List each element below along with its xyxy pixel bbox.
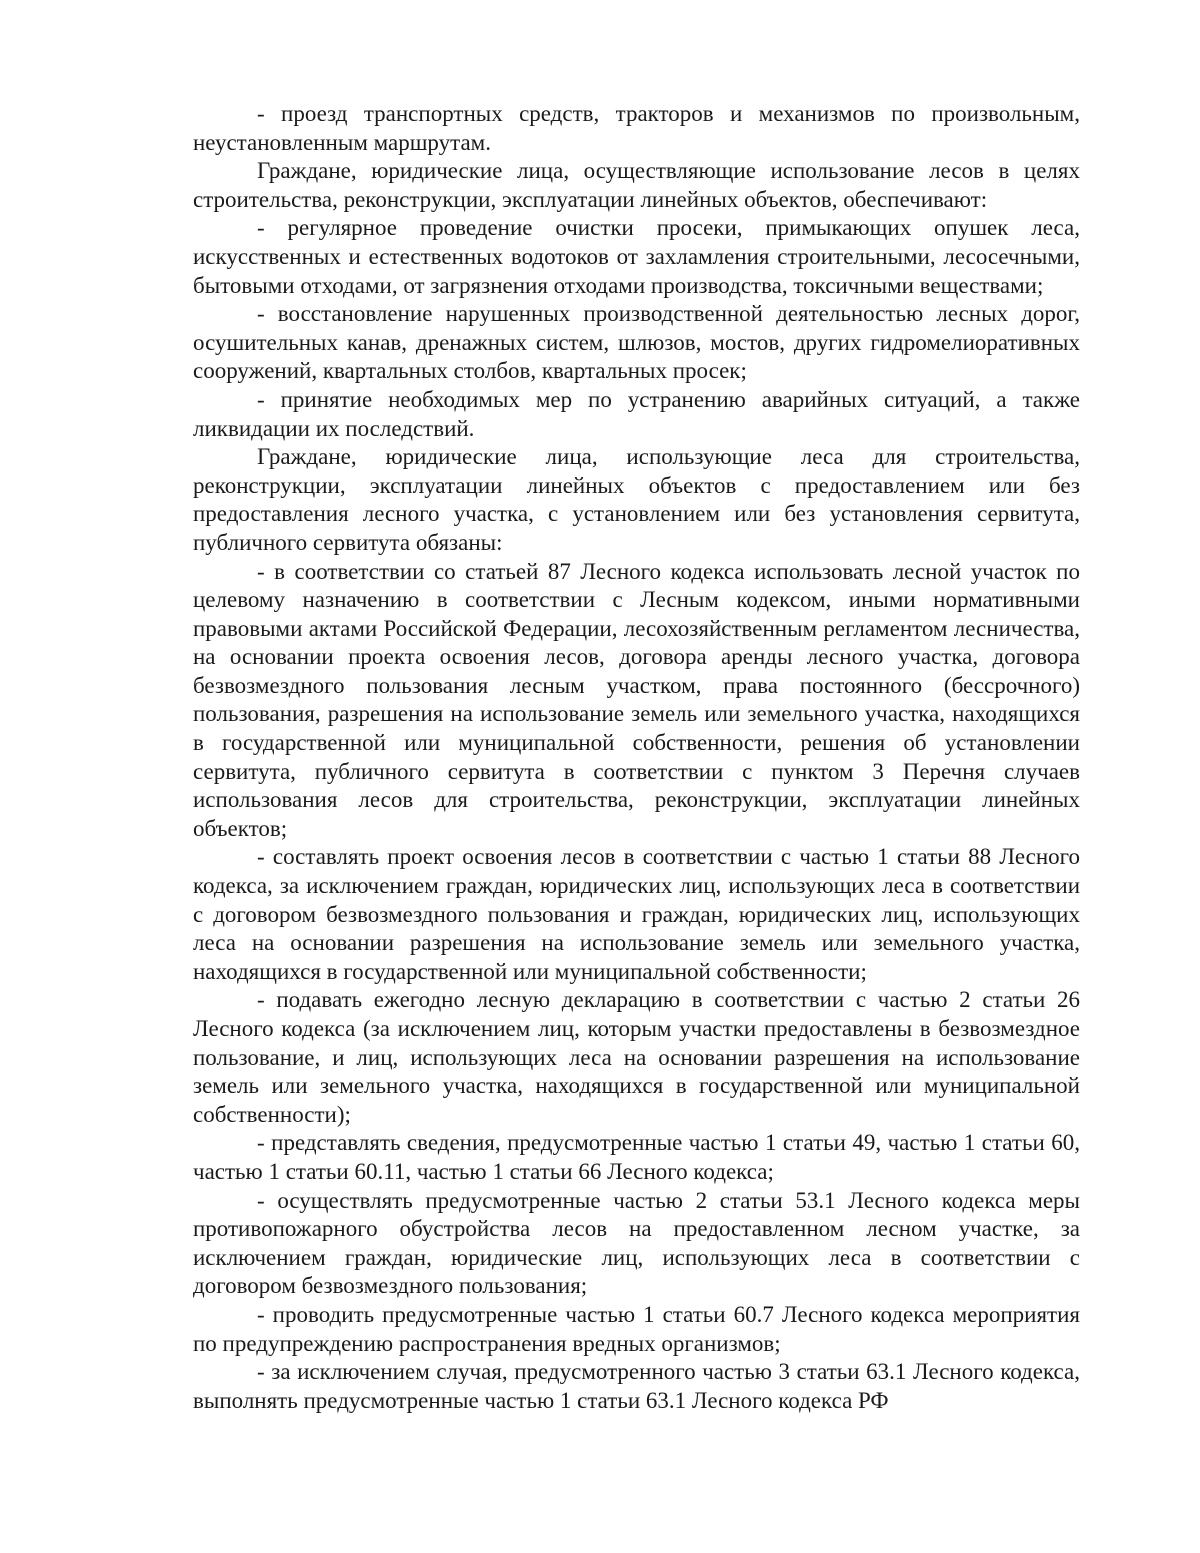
- paragraph-10: - представлять сведения, предусмотренные частью 1 статьи 49, частью 1 статьи 60, частью 1 статьи 60.11, частью 1 статьи 66 Лесного кодекса;: [193, 1130, 1080, 1184]
- paragraph-3: - регулярное проведение очистки просеки, примыкающих опушек леса, искусственных и естественных водотоков от захламления строительными, лесосечными, бытовыми отходами, от загрязнения отходами производства, токсичными веществами;: [193, 215, 1080, 298]
- paragraph-4: - восстановление нарушенных производственной деятельностью лесных дорог, осушительных канав, дренажных систем, шлюзов, мостов, других гидромелиоративных сооружений, квартальных столбов, квартальных просек;: [193, 301, 1080, 384]
- paragraph-11: - осуществлять предусмотренные частью 2 статьи 53.1 Лесного кодекса меры противопожарного обустройства лесов на предоставленном лесном участке, за исключением граждан, юридические лиц, использующих леса в соответствии с договором безвозмездного пользования;: [193, 1187, 1080, 1299]
- paragraph-8: - составлять проект освоения лесов в соответствии с частью 1 статьи 88 Лесного кодекса, за исключением граждан, юридических лиц, использующих леса в соответствии с договором безвозмездного пользования и граждан, юридических лиц, использующих леса на основании разрешения на использование земель или земельного участка, находящихся в государственной или муниципальной собственности;: [193, 844, 1080, 984]
- document-page: [193, 100, 1080, 1415]
- paragraph-5: - принятие необходимых мер по устранению аварийных ситуаций, а также ликвидации их последствий.: [193, 386, 1080, 441]
- paragraph-13: - за исключением случая, предусмотренного частью 3 статьи 63.1 Лесного кодекса, выполнять предусмотренные частью 1 статьи 63.1 Лесного кодекса РФ: [193, 1359, 1080, 1413]
- paragraph-12: - проводить предусмотренные частью 1 статьи 60.7 Лесного кодекса мероприятия по предупреждению распространения вредных организмов;: [193, 1301, 1080, 1356]
- paragraph-7: - в соответствии со статьей 87 Лесного кодекса использовать лесной участок по целевому назначению в соответствии с Лесным кодексом, иными нормативными правовыми актами Российской Федерации, лесохозяйственным регламентом лесничества, на основании проекта освоения лесов, договора аренды лесного участка, договора безвозмездного пользования лесным участком, права постоянного (бессрочного) пользования, разрешения на использование земель или земельного участка, находящихся в государственной или муниципальной собственности, решения об установлении сервитута, публичного сервитута в соответствии с пунктом 3 Перечня случаев использования лесов для строительства, реконструкции, эксплуатации линейных объектов;: [193, 558, 1080, 841]
- paragraph-9: - подавать ежегодно лесную декларацию в соответствии с частью 2 статьи 26 Лесного кодекса (за исключением лиц, которым участки предоставлены в безвозмездное пользование, и лиц, использующих леса на основании разрешения на использование земель или земельного участка, находящихся в государственной или муниципальной собственности);: [193, 987, 1080, 1127]
- paragraph-6: Граждане, юридические лица, использующие леса для строительства, реконструкции, эксплуатации линейных объектов с предоставлением или без предоставления лесного участка, с установлением или без установления сервитута, публичного сервитута обязаны:: [193, 444, 1080, 555]
- paragraph-1: - проезд транспортных средств, тракторов и механизмов по произвольным, неустановленным маршрутам.: [193, 101, 1080, 155]
- paragraph-2: Граждане, юридические лица, осуществляющие использование лесов в целях строительства, реконструкции, эксплуатации линейных объектов, обеспечивают:: [193, 158, 1080, 212]
